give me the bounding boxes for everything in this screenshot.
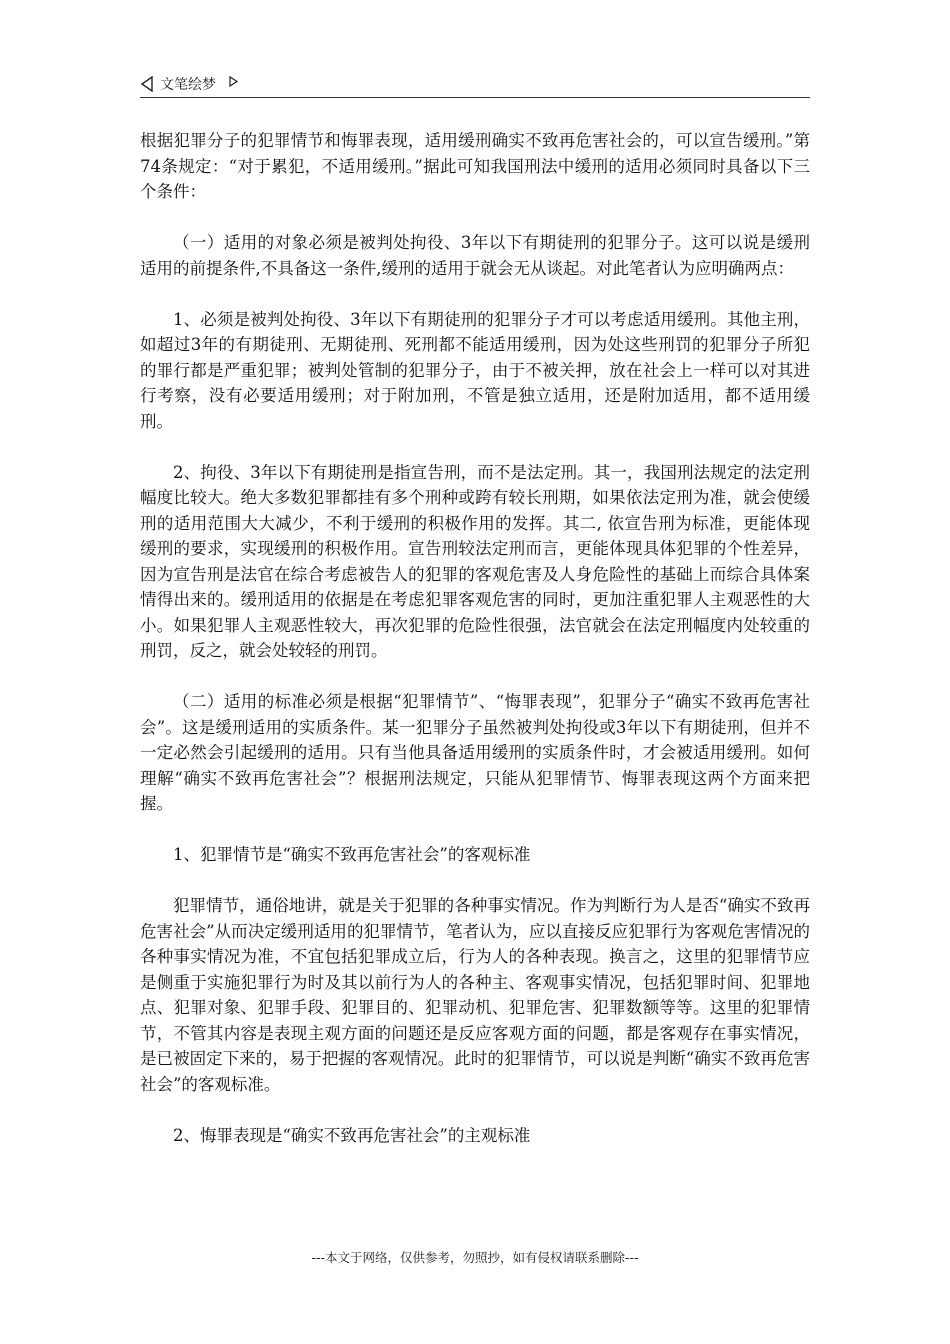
- footer-disclaimer: ---本文于网络，仅供参考，勿照抄，如有侵权请联系删除---: [311, 1250, 639, 1265]
- subheading: 2、悔罪表现是“确实不致再危害社会”的主观标准: [173, 1125, 531, 1145]
- paragraph: （一）适用的对象必须是被判处拘役、3年以下有期徒刑的犯罪分子。这可以说是缓刑适用的前提条件,不具备这一条件,缓刑的适用于就会无从谈起。对此笔者认为应明确两点：: [140, 233, 810, 278]
- left-triangle-icon: [140, 76, 154, 92]
- document-body: [140, 128, 810, 1174]
- subheading: 1、犯罪情节是“确实不致再危害社会”的客观标准: [173, 845, 531, 864]
- right-triangle-icon: [228, 75, 240, 89]
- header-logo-text: 文笔绘梦: [160, 77, 216, 93]
- page-header: [140, 72, 810, 96]
- paragraph: 2、拘役、3年以下有期徒刑是指宣告刑，而不是法定刑。其一，我国刑法规定的法定刑幅度比较大。绝大多数犯罪都挂有多个刑种或跨有较长刑期，如果依法定刑为准，就会使缓刑的适用范围大大减少，不利于缓刑的积极作用的发挥。其二, 依宣告刑为标准，更能体现缓刑的要求，实现缓刑的积极作用。宣告刑较法定刑而言，更能体现具体犯罪的个性差异，因为宣告刑是法官在综合考虑被告人的犯罪的客观危害及人身危险性的基础上而综合具体案情得出来的。缓刑适用的依据是在考虑犯罪客观危害的同时，更加注重犯罪人主观恶性的大小。如果犯罪人主观恶性较大，再次犯罪的危险性很强，法官就会在法定刑幅度内处较重的刑罚，反之，就会处较轻的刑罚。: [140, 462, 810, 660]
- paragraph: 1、必须是被判处拘役、3年以下有期徒刑的犯罪分子才可以考虑适用缓刑。其他主刑，如超过3年的有期徒刑、无期徒刑、死刑都不能适用缓刑，因为处这些刑罚的犯罪分子所犯的罪行都是严重犯罪；被判处管制的犯罪分子，由于不被关押，放在社会上一样可以对其进行考察，没有必要适用缓刑；对于附加刑，不管是独立适用，还是附加适用，都不适用缓刑。: [140, 309, 810, 431]
- paragraph: 犯罪情节，通俗地讲，就是关于犯罪的各种事实情况。作为判断行为人是否“确实不致再危害社会”从而决定缓刑适用的犯罪情节，笔者认为，应以直接反应犯罪行为客观危害情况的各种事实情况为准，不宜包括犯罪成立后，行为人的各种表现。换言之，这里的犯罪情节应是侧重于实施犯罪行为时及其以前行为人的各种主、客观事实情况，包括犯罪时间、犯罪地点、犯罪对象、犯罪手段、犯罪目的、犯罪动机、犯罪危害、犯罪数额等等。这里的犯罪情节，不管其内容是表现主观方面的问题还是反应客观方面的问题，都是客观存在事实情况，是已被固定下来的，易于把握的客观情况。此时的犯罪情节，可以说是判断“确实不致再危害社会”的客观标准。: [140, 896, 810, 1094]
- paragraph: （二）适用的标准必须是根据“犯罪情节”、“悔罪表现”，犯罪分子“确实不致再危害社会”。这是缓刑适用的实质条件。某一犯罪分子虽然被判处拘役或3年以下有期徒刑，但并不一定必然会引起缓刑的适用。只有当他具备适用缓刑的实质条件时，才会被适用缓刑。如何理解“确实不致再危害社会”？根据刑法规定，只能从犯罪情节、悔罪表现这两个方面来把握。: [140, 692, 810, 813]
- header-divider: [140, 97, 810, 98]
- paragraph: 根据犯罪分子的犯罪情节和悔罪表现，适用缓刑确实不致再危害社会的，可以宣告缓刑。”第74条规定：“对于累犯，不适用缓刑。”据此可知我国刑法中缓刑的适用必须同时具备以下三个条件：: [140, 131, 810, 201]
